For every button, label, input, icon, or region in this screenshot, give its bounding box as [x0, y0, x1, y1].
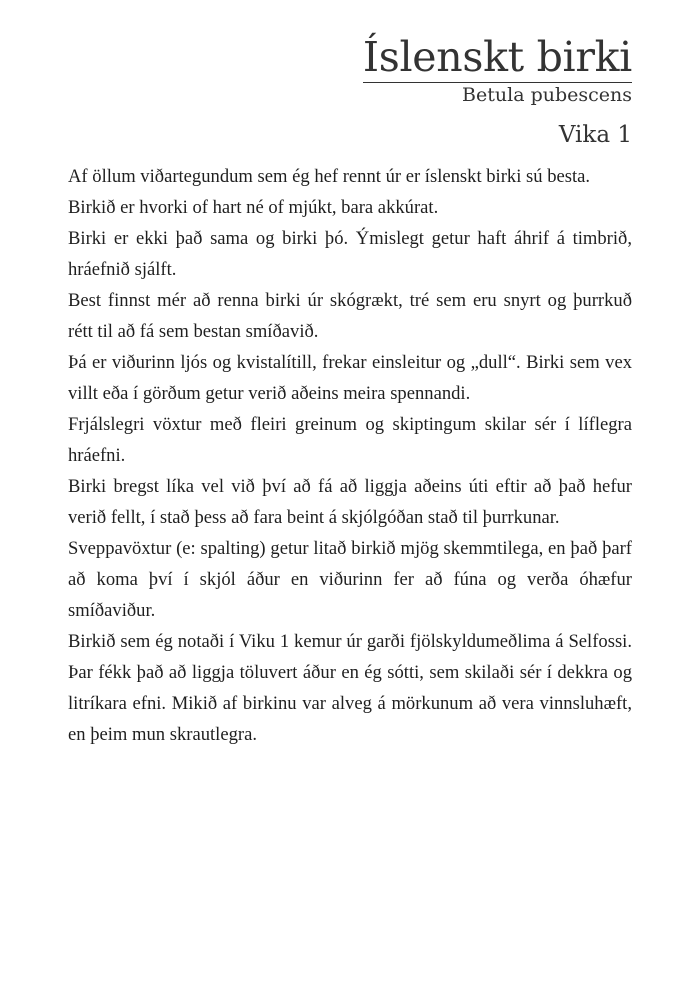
paragraph: Birkið er hvorki of hart né of mjúkt, bara akkúrat. [68, 197, 439, 218]
document-header [68, 32, 632, 149]
week-label: Vika 1 [558, 122, 632, 148]
paragraph: Frjálslegri vöxtur með fleiri greinum og skiptingum skilar sér í líflegra hráefni. [68, 414, 632, 466]
paragraph: Birkið sem ég notaði í Viku 1 kemur úr garði fjölskyldumeðlima á Selfossi. Þar fékk það að liggja töluvert áður en ég sótti, sem skilaði sér í dekkra og litríkara efni. Mikið af birkinu var alveg á mörkunum að vera vinnsluhæft, en þeim mun skrautlegra. [68, 631, 632, 745]
paragraph: Þá er viðurinn ljós og kvistalítill, frekar einsleitur og „dull“. Birki sem vex villt eða í görðum getur verið aðeins meira spennandi. [68, 352, 632, 404]
paragraph: Best finnst mér að renna birki úr skógrækt, tré sem eru snyrt og þurrkuð rétt til að fá sem bestan smíðavið. [68, 290, 632, 342]
paragraph: Birki er ekki það sama og birki þó. Ýmislegt getur haft áhrif á timbrið, hráefnið sjálft. [68, 228, 632, 280]
body-text [68, 161, 632, 750]
page-title: Íslenskt birki [362, 33, 632, 81]
paragraph: Birki bregst líka vel við því að fá að liggja aðeins úti eftir að það hefur verið fellt, í stað þess að fara beint á skjólgóðan stað til þurrkunar. [68, 476, 632, 528]
page-subtitle: Betula pubescens [462, 84, 632, 106]
paragraph: Sveppavöxtur (e: spalting) getur litað birkið mjög skemmtilega, en það þarf að koma því í skjól áður en viðurinn fer að fúna og verða óhæfur smíðaviður. [68, 538, 632, 621]
document-page [68, 0, 632, 750]
paragraph: Af öllum viðartegundum sem ég hef rennt úr er íslenskt birki sú besta. [68, 166, 591, 187]
